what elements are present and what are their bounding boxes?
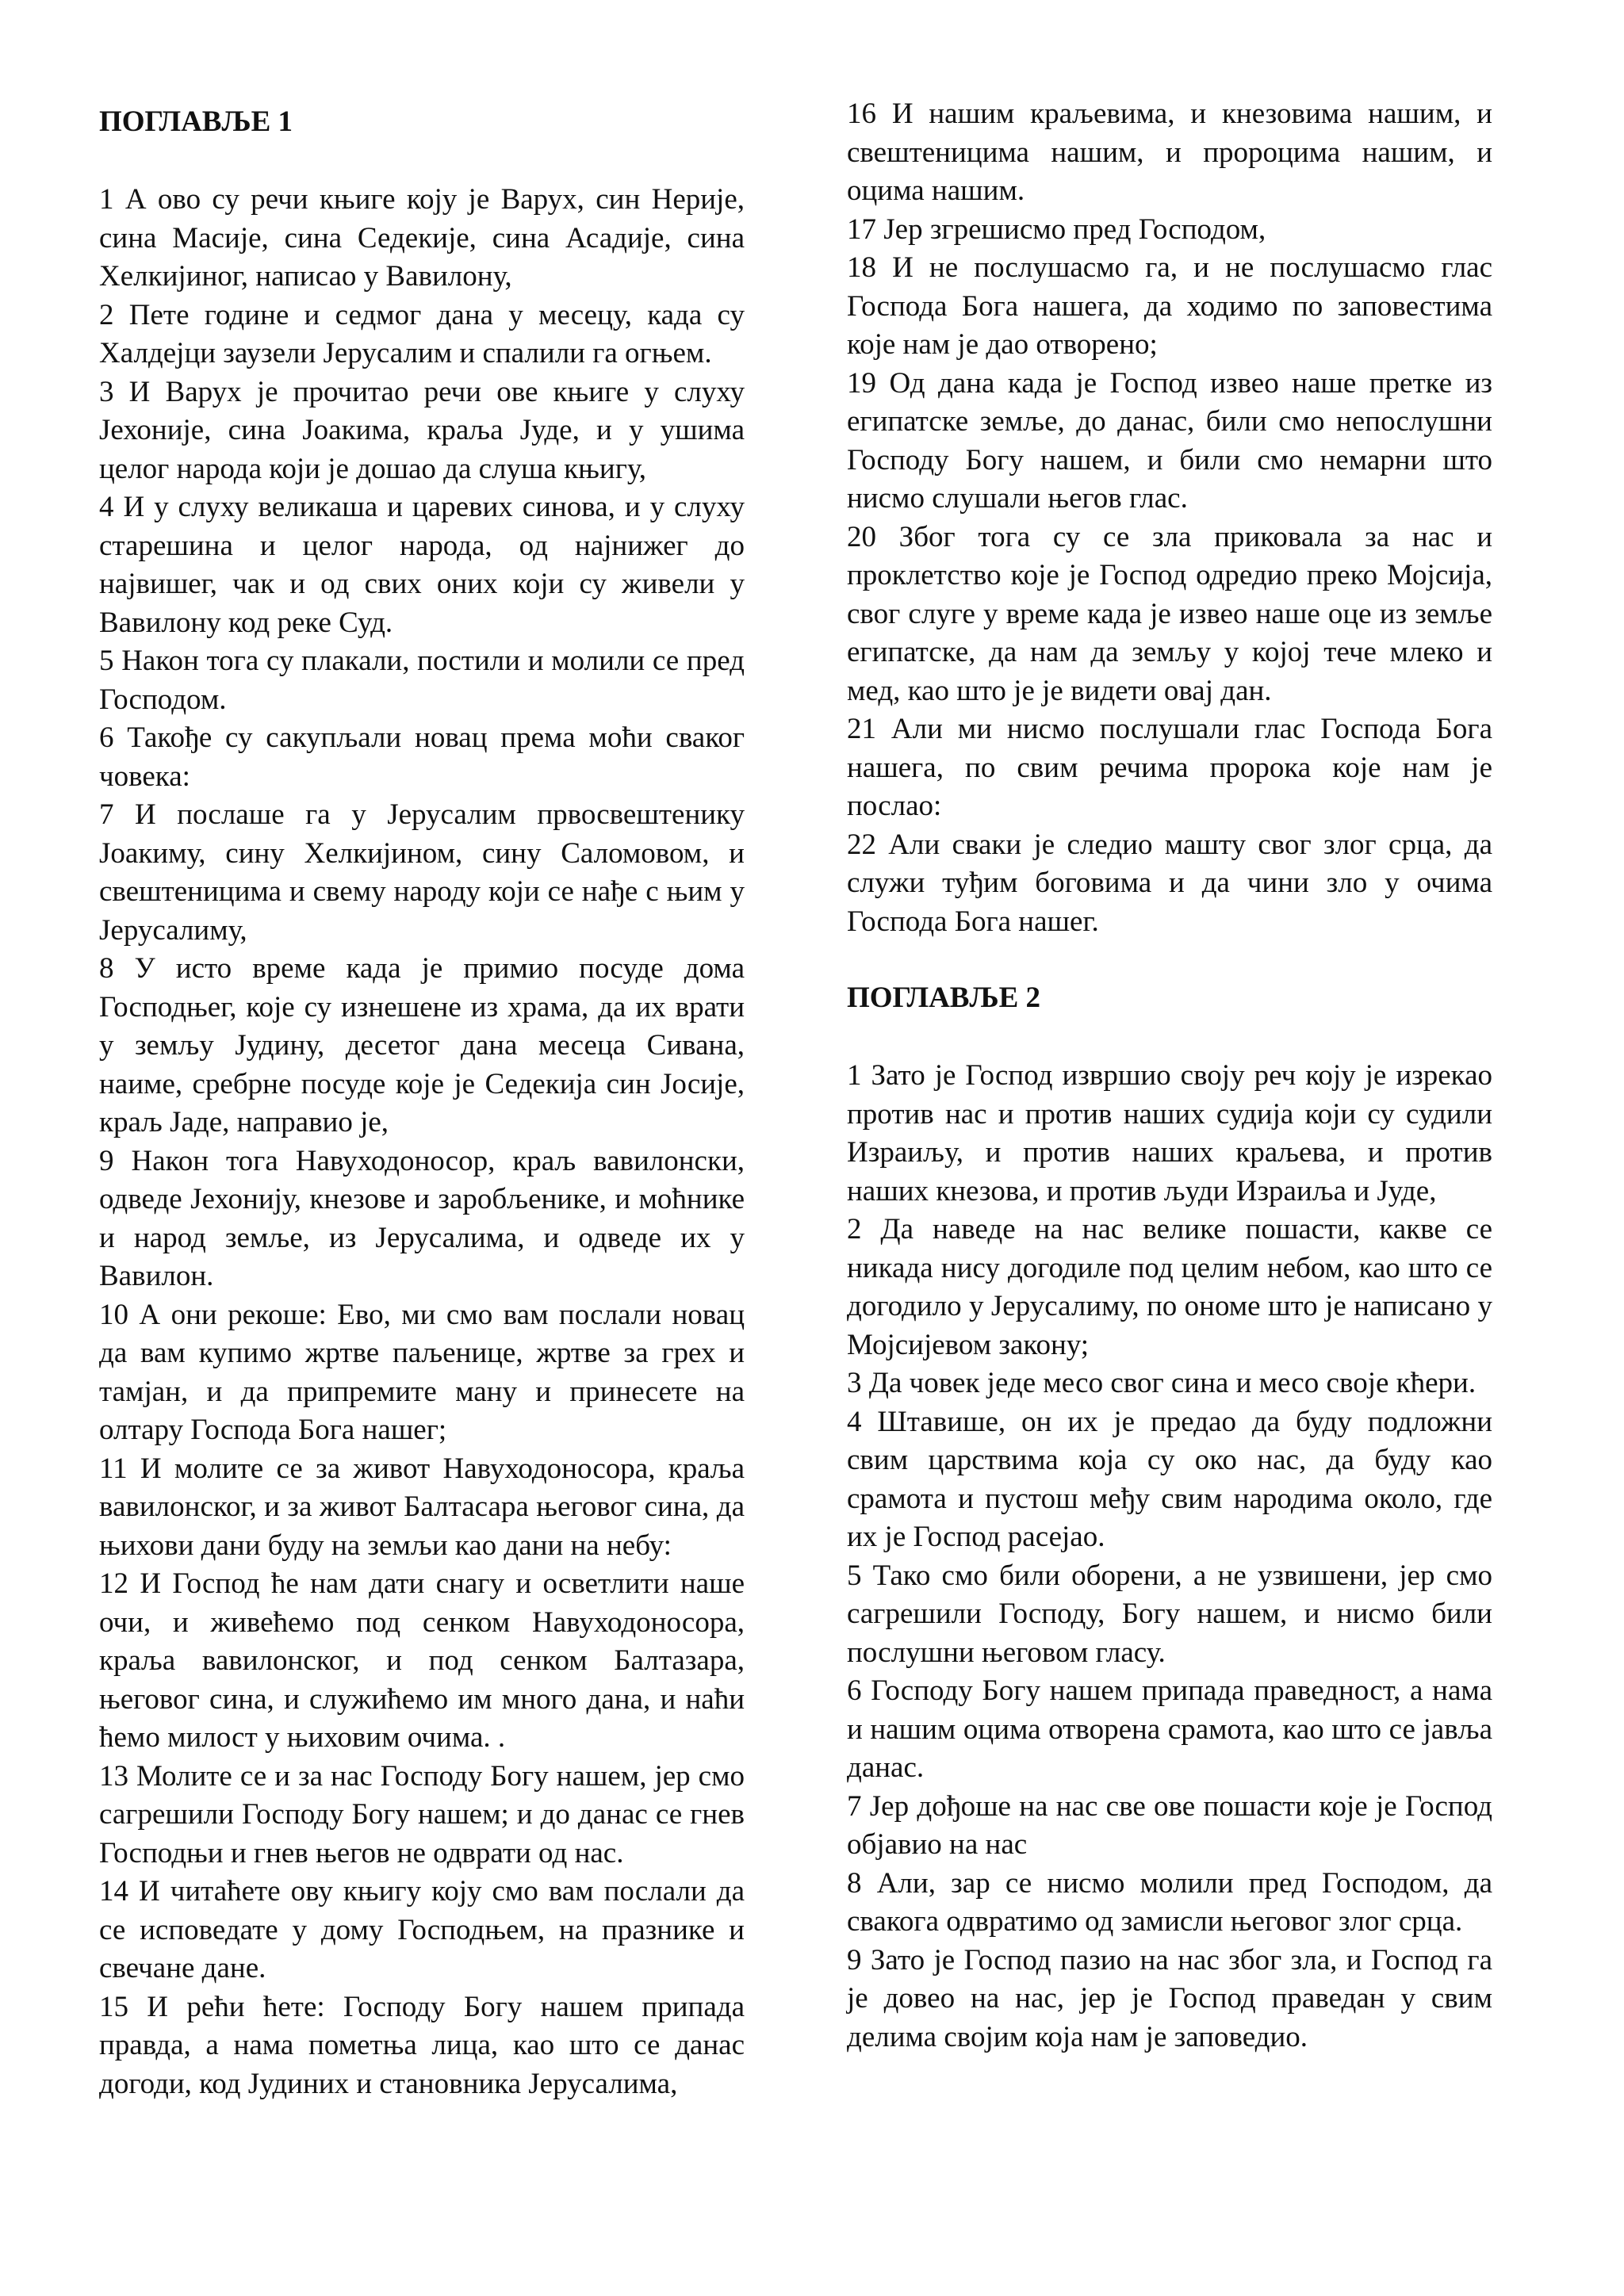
- verse: 14 И читаћете ову књигу коју смо вам послали да се исповедате у дому Господњем, на празнике и свечане дане.: [99, 1875, 745, 1984]
- verse: 8 Али, зар се нисмо молили пред Господом, да свакога одвратимо од замисли његовог злог срца.: [847, 1866, 1492, 1938]
- verse: 17 Јер згрешисмо пред Господом,: [847, 212, 1266, 246]
- chapter-1-heading: ПОГЛАВЉЕ 1: [99, 105, 293, 138]
- verse: 5 Тако смо били оборени, а не узвишени, јер смо сагрешили Господу, Богу нашем, и нисмо били послушни његовом гласу.: [847, 1559, 1492, 1669]
- chapter-1-verses-right: [847, 95, 1492, 941]
- verse: 5 Након тога су плакали, постили и молили се пред Господом.: [99, 645, 745, 716]
- left-column: [99, 94, 745, 2103]
- verse: 9 Након тога Навуходоносор, краљ вавилонски, одведе Јехонију, кнезове и заробљенике, и моћнике и народ земље, из Јерусалима, и одведе их у Вавилон.: [99, 1144, 745, 1292]
- verse: 2 Пете године и седмог дана у месецу, када су Халдејци заузели Јерусалим и спалили га огњем.: [99, 298, 745, 369]
- verse: 2 Да наведе на нас велике пошасти, какве се никада нису догодиле под целим небом, као што се догодило у Јерусалиму, по ономе што је написано у Мојсијевом закону;: [847, 1213, 1492, 1361]
- verse: 3 Да човек једе месо свог сина и месо своје кћери.: [847, 1367, 1477, 1399]
- verse: 1 Зато је Господ извршио своју реч коју је изрекао против нас и против наших судија који су судили Израиљу, и против наших краљева, и против наших кнезова, и против људи Израиља и Јуде,: [847, 1059, 1492, 1207]
- verse: 3 И Варух је прочитао речи ове књиге у слуху Јехоније, сина Јоакима, краља Јуде, и у ушима целог народа који је дошао да слуша књигу,: [99, 375, 745, 485]
- verse: 6 Такође су сакупљали новац према моћи сваког човека:: [99, 721, 745, 793]
- verse: 15 И рећи ћете: Господу Богу нашем припада правда, а нама пометња лица, као што се данас догоди, код Јудиних и становника Јерусалима,: [99, 1990, 745, 2100]
- chapter-2-verses: [847, 1057, 1492, 2057]
- verse: 20 Због тога су се зла приковала за нас и проклетство које је Господ одредио преко Мојсија, свог слуге у време када је извео наше оце из земље египатске, да нам да земљу у којој тече млеко и мед, као што је је видети овај дан.: [847, 520, 1492, 707]
- verse: 6 Господу Богу нашем припада праведност, а нама и нашим оцима отворена срамота, као што се јавља данас.: [847, 1674, 1492, 1784]
- verse: 7 Јер дођоше на нас све ове пошасти које је Господ објавио на нас: [847, 1789, 1492, 1861]
- verse: 21 Али ми нисмо послушали глас Господа Бога нашега, по свим речима пророка које нам је послао:: [847, 713, 1492, 822]
- verse: 1 А ово су речи књиге коју је Варух, син Нерије, сина Масије, сина Седекије, сина Асадије, сина Хелкијиног, написао у Вавилону,: [99, 183, 745, 293]
- verse: 4 И у слуху великаша и царевих синова, и у слуху старешина и целог народа, од најнижег до највишег, чак и од свих оних који су живели у Вавилону код реке Суд.: [99, 491, 745, 639]
- verse: 18 И не послушасмо га, и не послушасмо глас Господа Бога нашега, да ходимо по заповестима које нам је дао отворено;: [847, 251, 1492, 361]
- right-column: [847, 95, 1492, 2057]
- verse: 22 Али сваки је следио машту свог злог срца, да служи туђим боговима и да чини зло у очима Господа Бога нашег.: [847, 828, 1492, 938]
- verse: 19 Од дана када је Господ извео наше претке из египатске земље, до данас, били смо непослушни Господу Богу нашем, и били смо немарни што нисмо слушали његов глас.: [847, 366, 1492, 515]
- chapter-1-verses-left: [99, 181, 745, 2103]
- verse: 9 Зато је Господ пазио на нас због зла, и Господ га је довео на нас, јер је Господ праведан у свим делима својим која нам је заповедио.: [847, 1943, 1492, 2053]
- verse: 10 А они рекоше: Ево, ми смо вам послали новац да вам купимо жртве паљенице, жртве за грех и тамјан, и да припремите ману и принесете на олтару Господа Бога нашег;: [99, 1298, 745, 1446]
- verse: 13 Молите се и за нас Господу Богу нашем, јер смо сагрешили Господу Богу нашем; и до данас се гнев Господњи и гнев његов не одврати од нас.: [99, 1759, 745, 1869]
- verse: 11 И молите се за живот Навуходоносора, краља вавилонског, и за живот Балтасара његовог сина, да њихови дани буду на земљи као дани на небу:: [99, 1452, 745, 1562]
- verse: 4 Штавише, он их је предао да буду подложни свим царствима која су око нас, да буду као срамота и пустош међу свим народима около, где их је Господ расејао.: [847, 1405, 1492, 1553]
- verse: 16 И нашим краљевима, и кнезовима нашим, и свештеницима нашим, и пророцима нашим, и оцима нашим.: [847, 98, 1492, 207]
- chapter-2-heading: ПОГЛАВЉЕ 2: [847, 982, 1041, 1014]
- verse: 7 И послаше га у Јерусалим првосвештенику Јоакиму, сину Хелкијином, сину Саломовом, и свештеницима и свему народу који се нађе с њим у Јерусалиму,: [99, 798, 745, 947]
- verse: 8 У исто време када је примио посуде дома Господњег, које су изнешене из храма, да их врати у земљу Јудину, десетог дана месеца Сивана, наиме, сребрне посуде које је Седекија син Јосије, краљ Јаде, направио је,: [99, 952, 745, 1138]
- verse: 12 И Господ ће нам дати снагу и осветлити наше очи, и живећемо под сенком Навуходоносора, краља вавилонског, и под сенком Балтазара, његовог сина, и служићемо им много дана, и наћи ћемо милост у њиховим очима. .: [99, 1567, 745, 1754]
